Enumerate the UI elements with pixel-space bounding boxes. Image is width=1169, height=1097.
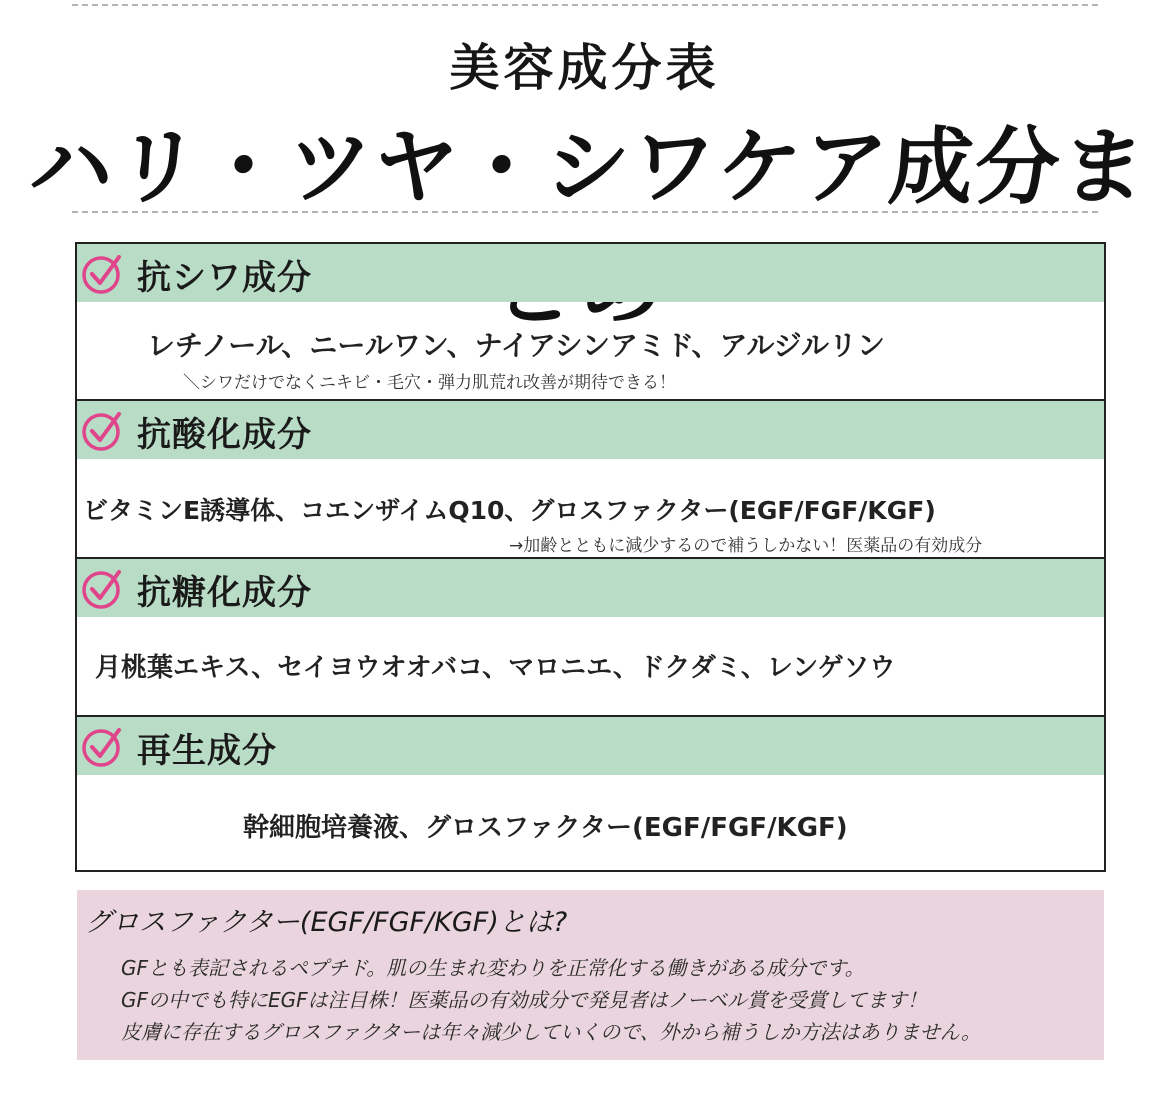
section-anti-glycation bbox=[77, 559, 1104, 717]
section-antioxidant bbox=[77, 401, 1104, 559]
ingredient-list: 月桃葉エキス、セイヨウオオバコ、マロニエ、ドクダミ、レンゲソウ bbox=[95, 653, 896, 683]
ingredient-list: 幹細胞培養液、グロスファクター(EGF/FGF/KGF) bbox=[243, 813, 848, 843]
info-line: GFの中でも特にEGFは注目株！医薬品の有効成分で発見者はノーベル賞を受賞してます！ bbox=[121, 988, 928, 1012]
check-circle-icon bbox=[81, 410, 123, 452]
check-circle-icon bbox=[81, 726, 123, 768]
title-divider bbox=[72, 211, 1098, 213]
top-divider bbox=[72, 4, 1098, 6]
section-anti-wrinkle bbox=[77, 244, 1104, 401]
page-subtitle: 美容成分表 bbox=[449, 39, 720, 97]
info-title: グロスファクター(EGF/FGF/KGF)とは? bbox=[85, 907, 568, 938]
section-heading: 抗酸化成分 bbox=[137, 415, 312, 455]
info-line: GFとも表記されるペプチド。肌の生まれ変わりを正常化する働きがある成分です。 bbox=[121, 956, 865, 980]
growth-factor-info-box bbox=[77, 890, 1104, 1060]
section-note: →加齢とともに減少するので補うしかない！医薬品の有効成分 bbox=[509, 536, 983, 556]
section-note: ＼シワだけでなくニキビ・毛穴・弾力肌荒れ改善が期待できる！ bbox=[183, 373, 676, 393]
section-heading-band bbox=[77, 401, 1104, 459]
info-line: 皮膚に存在するグロスファクターは年々減少していくので、外から補うしか方法はありません。 bbox=[121, 1020, 981, 1044]
check-circle-icon bbox=[81, 253, 123, 295]
section-heading: 抗シワ成分 bbox=[137, 258, 312, 298]
ingredient-table bbox=[75, 242, 1106, 872]
section-heading: 再生成分 bbox=[137, 731, 277, 771]
ingredient-list: ビタミンE誘導体、コエンザイムQ10、グロスファクター(EGF/FGF/KGF) bbox=[83, 496, 936, 525]
section-heading: 抗糖化成分 bbox=[137, 573, 312, 613]
ingredient-list: レチノール、ニールワン、ナイアシンアミド、アルジルリン bbox=[147, 329, 885, 362]
section-heading-band bbox=[77, 559, 1104, 617]
section-heading-band bbox=[77, 244, 1104, 302]
section-regeneration bbox=[77, 717, 1104, 870]
section-heading-band bbox=[77, 717, 1104, 775]
page-title: ハリ・ツヤ・シワケア成分まとめ bbox=[25, 118, 1151, 216]
check-circle-icon bbox=[81, 568, 123, 610]
